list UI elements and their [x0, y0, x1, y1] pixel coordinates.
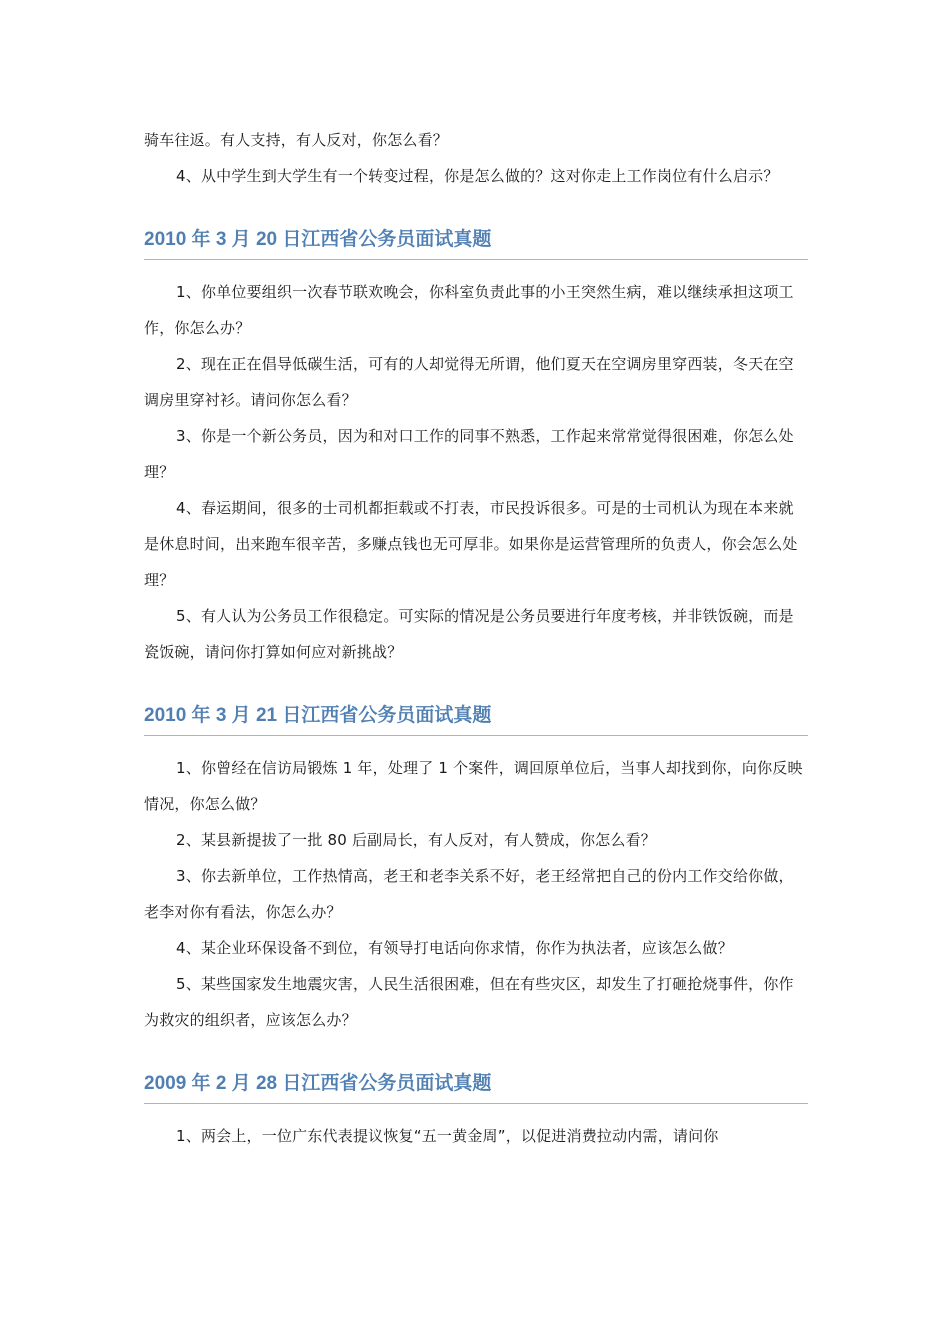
section-2010-03-21 [144, 700, 808, 1038]
question-item: 3、你去新单位，工作热情高，老王和老李关系不好，老王经常把自己的份内工作交给你做，老李对你有看法，你怎么办？ [144, 867, 794, 921]
question-item: 4、某企业环保设备不到位，有领导打电话向你求情，你作为执法者，应该怎么做？ [176, 939, 733, 957]
question-item: 1、你曾经在信访局锻炼 1 年，处理了 1 个案件，调回原单位后，当事人却找到你，向你反映情况，你怎么做？ [144, 759, 803, 813]
question-item: 1、你单位要组织一次春节联欢晚会，你科室负责此事的小王突然生病，难以继续承担这项工作，你怎么办？ [144, 283, 794, 337]
question-item: 2、现在正在倡导低碳生活，可有的人却觉得无所谓，他们夏天在空调房里穿西装，冬天在空调房里穿衬衫。请问你怎么看？ [144, 355, 794, 409]
document-content [144, 122, 808, 1154]
section-2009-02-28 [144, 1068, 808, 1154]
question-list [144, 1118, 808, 1154]
intro-line: 骑车往返。有人支持，有人反对，你怎么看？ [144, 131, 449, 149]
section-heading: 2009 年 2 月 28 日江西省公务员面试真题 [144, 1068, 808, 1104]
question-item: 3、你是一个新公务员，因为和对口工作的同事不熟悉，工作起来常常觉得很困难，你怎么处理？ [144, 427, 794, 481]
section-heading: 2010 年 3 月 20 日江西省公务员面试真题 [144, 224, 808, 260]
question-item: 1、两会上，一位广东代表提议恢复“五一黄金周”，以促进消费拉动内需，请问你 [176, 1127, 719, 1145]
section-heading: 2010 年 3 月 21 日江西省公务员面试真题 [144, 700, 808, 736]
question-list [144, 274, 808, 670]
question-item: 5、有人认为公务员工作很稳定。可实际的情况是公务员要进行年度考核，并非铁饭碗，而是瓷饭碗，请问你打算如何应对新挑战？ [144, 607, 794, 661]
question-item: 2、某县新提拔了一批 80 后副局长，有人反对，有人赞成，你怎么看？ [176, 831, 656, 849]
question-list [144, 750, 808, 1038]
intro-question: 4、从中学生到大学生有一个转变过程，你是怎么做的？这对你走上工作岗位有什么启示？ [176, 167, 779, 185]
section-2010-03-20 [144, 224, 808, 670]
question-item: 4、春运期间，很多的士司机都拒载或不打表，市民投诉很多。可是的士司机认为现在本来就是休息时间，出来跑车很辛苦，多赚点钱也无可厚非。如果你是运营管理所的负责人，你会怎么处理？ [144, 499, 798, 589]
question-item: 5、某些国家发生地震灾害，人民生活很困难，但在有些灾区，却发生了打砸抢烧事件，你作为救灾的组织者，应该怎么办？ [144, 975, 794, 1029]
